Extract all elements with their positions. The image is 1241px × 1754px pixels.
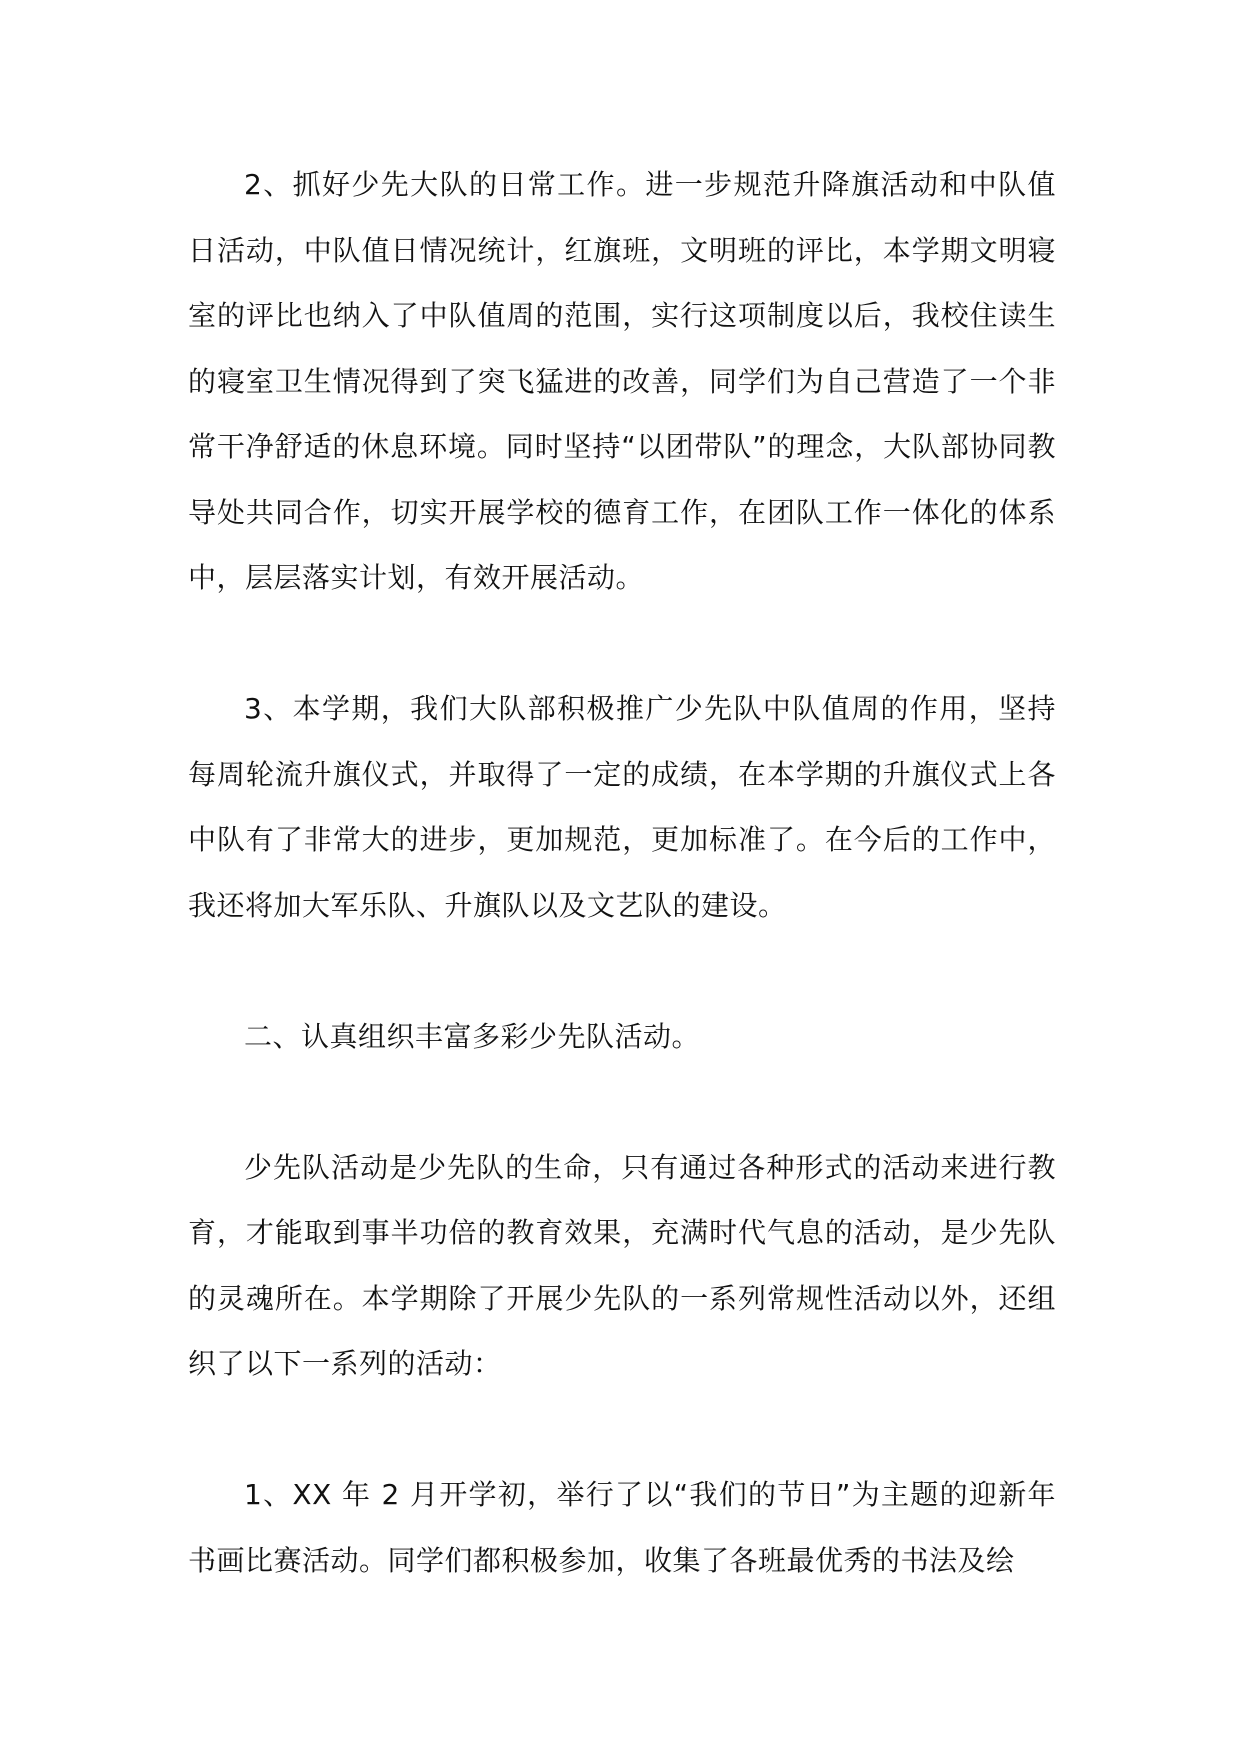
paragraph-flag-ceremony: 3、本学期，我们大队部积极推广少先队中队值周的作用，坚持每周轮流升旗仪式，并取得了一定的成绩，在本学期的升旗仪式上各中队有了非常大的进步，更加规范，更加标准了。在今后的工作中，我还将加大军乐队、升旗队以及文艺队的建设。 (188, 692, 1056, 922)
paragraph-activities-intro: 少先队活动是少先队的生命，只有通过各种形式的活动来进行教育，才能取到事半功倍的教育效果，充满时代气息的活动，是少先队的灵魂所在。本学期除了开展少先队的一系列常规性活动以外，还组织了以下一系列的活动： (188, 1150, 1056, 1380)
section-heading-activities: 二、认真组织丰富多彩少先队活动。 (244, 1019, 701, 1053)
document-body (188, 152, 1056, 1593)
paragraph-daily-work: 2、抓好少先大队的日常工作。进一步规范升降旗活动和中队值日活动，中队值日情况统计，红旗班，文明班的评比，本学期文明寝室的评比也纳入了中队值周的范围，实行这项制度以后，我校住读生的寝室卫生情况得到了突飞猛进的改善，同学们为自己营造了一个非常干净舒适的休息环境。同时坚持“以团带队”的理念，大队部协同教导处共同合作，切实开展学校的德育工作，在团队工作一体化的体系中，层层落实计划，有效开展活动。 (188, 168, 1056, 594)
paragraph-new-year-contest: 1、XX 年 2 月开学初，举行了以“我们的节日”为主题的迎新年书画比赛活动。同学们都积极参加，收集了各班最优秀的书法及绘 (188, 1478, 1056, 1577)
